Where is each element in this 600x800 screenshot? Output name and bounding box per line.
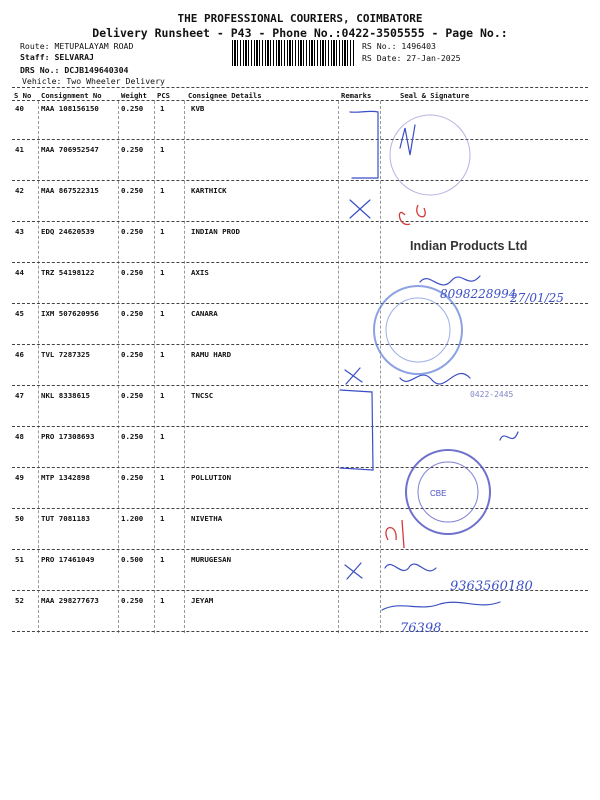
row-consignee: KVB [191,104,205,113]
ink-cross [350,200,370,218]
row-sno: 52 [15,596,24,605]
seal-stamp [390,115,470,195]
row-consignment-no: MTP 1342898 [41,473,90,482]
stamp-company-name: Indian Products Ltd [410,239,528,253]
row-weight: 0.250 [121,268,144,277]
row-pcs: 1 [160,104,165,113]
handwritten-date: 27/01/25 [510,291,564,305]
route: Route: METUPALAYAM ROAD [20,41,134,51]
row-sno: 42 [15,186,24,195]
row-consignment-no: MAA 706952547 [41,145,99,154]
row-weight: 0.250 [121,596,144,605]
col-weight: Weight [121,91,147,100]
row-consignee: RAMU HARD [191,350,232,359]
handwritten-phone: 8098228994 [440,287,517,301]
row-consignee: MURUGESAN [191,555,232,564]
ink-signature [382,602,500,610]
ink-signature [400,125,415,155]
handwritten-phone: 9363560180 [450,579,533,594]
row-pcs: 1 [160,309,165,318]
company-title: THE PROFESSIONAL COURIERS, COIMBATORE [177,12,423,25]
row-pcs: 1 [160,227,165,236]
row-sno: 40 [15,104,24,113]
row-pcs: 1 [160,268,165,277]
ink-signature [420,276,480,285]
row-sno: 50 [15,514,24,523]
row-consignment-no: MAA 298277673 [41,596,99,605]
row-weight: 0.250 [121,186,144,195]
ink-cross [345,563,362,579]
row-consignment-no: IXM 507620956 [41,309,99,318]
row-sno: 45 [15,309,24,318]
drs-number: DRS No.: DCJB149640304 [20,65,129,75]
ink-remark-mark [350,111,378,178]
col-remarks: Remarks [341,91,372,100]
seal-stamp [418,462,478,522]
col-consignment: Consignment No [41,91,102,100]
row-consignment-no: MAA 867522315 [41,186,99,195]
row-consignee: JEYAM [191,596,214,605]
row-sno: 41 [15,145,24,154]
row-weight: 0.500 [121,555,144,564]
row-consignment-no: EDQ 24620539 [41,227,95,236]
seal-stamp [406,450,490,534]
col-consignee: Consignee Details [188,91,262,100]
stamp-phone: 0422-2445 [470,390,514,399]
row-pcs: 1 [160,432,165,441]
row-weight: 0.250 [121,473,144,482]
row-weight: 0.250 [121,309,144,318]
handwritten-phone: 76398 [400,621,442,636]
staff: Staff: SELVARAJ [20,52,94,62]
ink-cross [345,368,362,384]
row-pcs: 1 [160,555,165,564]
row-consignee: AXIS [191,268,209,277]
red-ink-mark [386,520,404,548]
runsheet-subtitle: Delivery Runsheet - P43 - Phone No.:0422-3505555 - Page No.: [92,26,508,40]
row-sno: 46 [15,350,24,359]
row-pcs: 1 [160,391,165,400]
stamp-cbe: CBE [430,489,447,498]
row-weight: 0.250 [121,350,144,359]
row-pcs: 1 [160,514,165,523]
row-sno: 43 [15,227,24,236]
row-weight: 1.200 [121,514,144,523]
row-consignee: TNCSC [191,391,214,400]
row-pcs: 1 [160,596,165,605]
row-consignment-no: TUT 7081183 [41,514,90,523]
row-sno: 51 [15,555,24,564]
col-sno: S No [14,91,32,100]
row-consignment-no: NKL 8338615 [41,391,90,400]
ink-signature [500,432,518,440]
seal-stamp [386,298,450,362]
row-weight: 0.250 [121,145,144,154]
row-weight: 0.250 [121,432,144,441]
row-sno: 48 [15,432,24,441]
row-consignee: POLLUTION [191,473,232,482]
row-weight: 0.250 [121,104,144,113]
rs-date: RS Date: 27-Jan-2025 [362,53,461,63]
row-sno: 47 [15,391,24,400]
ink-remark-mark [340,390,373,470]
ink-signature [400,374,470,385]
ink-signature [385,564,436,571]
row-sno: 44 [15,268,24,277]
rs-number: RS No.: 1496403 [362,41,436,51]
row-consignee: KARTHICK [191,186,227,195]
row-pcs: 1 [160,350,165,359]
col-seal: Seal & Signature [400,91,470,100]
row-pcs: 1 [160,145,165,154]
row-consignment-no: PRO 17308693 [41,432,95,441]
row-consignment-no: PRO 17461049 [41,555,95,564]
row-consignment-no: TVL 7287325 [41,350,90,359]
row-consignee: NIVETHA [191,514,223,523]
col-pcs: PCS [157,91,170,100]
row-consignment-no: TRZ 54198122 [41,268,95,277]
vehicle: Vehicle: Two Wheeler Delivery [22,76,165,86]
row-consignment-no: MAA 108156150 [41,104,99,113]
row-pcs: 1 [160,473,165,482]
row-consignee: INDIAN PROD [191,227,240,236]
row-consignee: CANARA [191,309,218,318]
red-ink-mark [399,205,425,224]
row-weight: 0.250 [121,391,144,400]
row-pcs: 1 [160,186,165,195]
row-sno: 49 [15,473,24,482]
row-weight: 0.250 [121,227,144,236]
